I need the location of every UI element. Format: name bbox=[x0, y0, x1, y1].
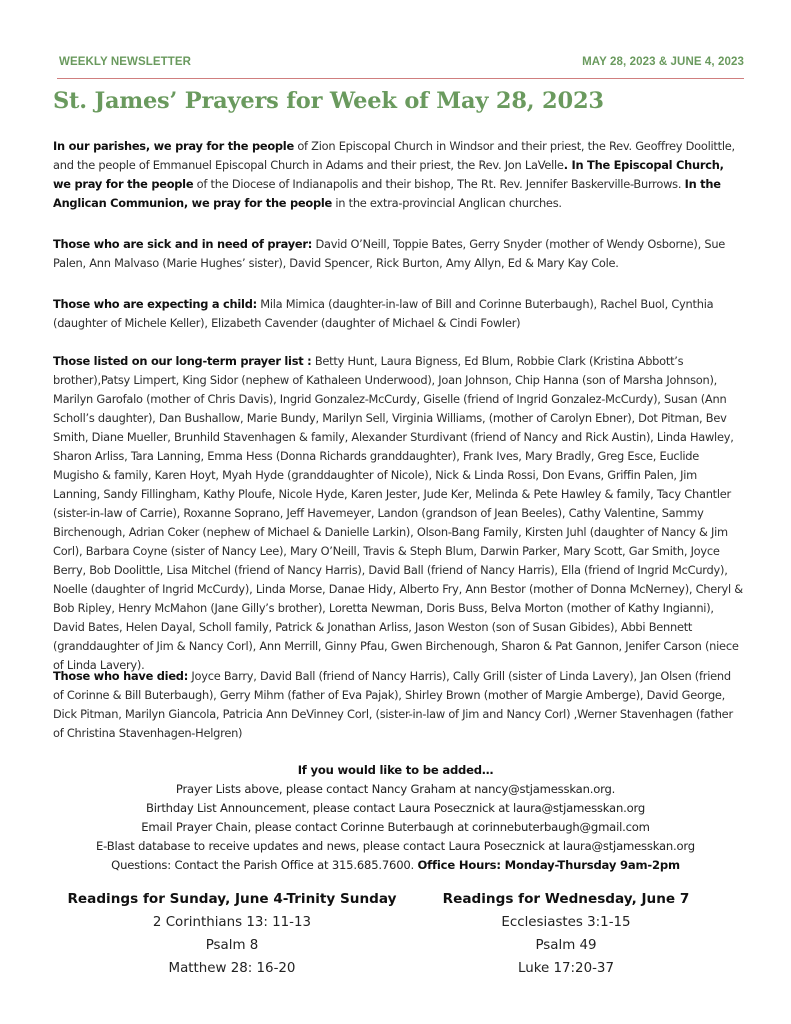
died-list: Joyce Barry, David Ball (friend of Nancy Harris), Cally Grill (sister of Linda Lavery), Jan Olsen (friend of Corinne & Bill Buterbaugh), Gerry Mihm (father of Eva Pajak), Shirley Brown (mother of Margie Amberge), David George, Dick Pitman, Marilyn Giancola, Patricia Ann DeVinney Corl, (sister-in-law of Jim and Nancy Corl) ,Werner Stavenhagen (father of Christina Stavenhagen-Helgren) bbox=[53, 669, 733, 740]
sick-label: Those who are sick and in need of prayer: bbox=[53, 237, 313, 251]
sick-list: David O’Neill, Toppie Bates, Gerry Snyder (mother of Wendy Osborne), Sue Palen, Ann Malvaso (Marie Hughes’ sister), David Spencer, Rick Burton, Amy Allyn, Ed & Mary Kay Cole. bbox=[53, 237, 726, 270]
contact-line-eblast: E-Blast database to receive updates and news, please contact Laura Posecznick at laura@stjamesskan.org bbox=[96, 839, 695, 853]
readings-wednesday bbox=[432, 888, 700, 980]
expecting-label: Those who are expecting a child: bbox=[53, 297, 257, 311]
readings-wednesday-title: Readings for Wednesday, June 7 bbox=[442, 891, 690, 907]
contact-line-questions bbox=[0, 856, 791, 875]
readings-sunday-title: Readings for Sunday, June 4-Trinity Sunday bbox=[67, 891, 397, 907]
expecting-list: Mila Mimica (daughter-in-law of Bill and Corinne Buterbaugh), Rachel Buol, Cynthia (daughter of Michele Keller), Elizabeth Cavender (daughter of Michael & Cindi Fowler) bbox=[53, 297, 714, 330]
contact-section bbox=[0, 761, 791, 875]
contact-line-prayer: Prayer Lists above, please contact Nancy Graham at nancy@stjamesskan.org. bbox=[175, 782, 616, 796]
reading-item: Luke 17:20-37 bbox=[518, 961, 614, 976]
sick-paragraph bbox=[53, 235, 743, 273]
expecting-paragraph bbox=[53, 295, 743, 333]
newsletter-label: WEEKLY NEWSLETTER bbox=[59, 56, 192, 68]
longterm-label: Those listed on our long-term prayer list : bbox=[53, 354, 312, 368]
office-hours: Office Hours: Monday-Thursday 9am-2pm bbox=[417, 858, 680, 872]
contact-line-birthday: Birthday List Announcement, please contact Laura Posecznick at laura@stjamesskan.org bbox=[145, 801, 646, 815]
reading-item: Matthew 28: 16-20 bbox=[168, 961, 296, 976]
reading-item: 2 Corinthians 13: 11-13 bbox=[152, 915, 312, 930]
died-paragraph bbox=[53, 667, 743, 743]
parishes-text-2: of the Diocese of Indianapolis and their bishop, The Rt. Rev. Jennifer Baskerville-Burrows. bbox=[193, 177, 685, 191]
longterm-list: Betty Hunt, Laura Bigness, Ed Blum, Robbie Clark (Kristina Abbott’s brother),Patsy Limpert, King Sidor (nephew of Kathaleen Underwood), Joan Johnson, Chip Hanna (son of Marsha Johnson), Marilyn Garofalo (mother of Chris Davis), Ingrid Gonzalez-McCurdy, Giselle (friend of Ingrid Gonzalez-McCurdy), Susan (Ann Scholl’s daughter), Dan Bushallow, Marie Bundy, Marilyn Sell, Virginia Williams, (mother of Carolyn Ebner), Dot Pitman, Bev Smith, Diane Mueller, Brunhild Stavenhagen & family, Alexander Sturdivant (friend of Nancy and Rick Austin), Linda Hawley, Sharon Arliss, Tara Lanning, Emma Hess (Donna Richards granddaughter), Frank Ives, Mary Bradly, Greg Esce, Euclide Mugisho & family, Karen Hoyt, Myah Hyde (granddaughter of Nicole), Nick & Linda Rossi, Don Evans, Griffin Palen, Jim Lanning, Sandy Fillingham, Kathy Ploufe, Nicole Hyde, Karen Jester, Jude Ker, Melinda & Pete Hawley & family, Tacy Chantler (sister-in-law of Carrie), Roxanne Soprano, Jeff Havemeyer, Landon (grandson of Jean Beeles), Cathy Valentine, Sammy Birchenough, Adrian Coker (nephew of Michael & Danielle Larkin), Olson-Bang Family, Kirsten Juhl (daughter of Nancy & Jim Corl), Barbara Coyne (sister of Nancy Lee), Mary O’Neill, Travis & Steph Blum, Darwin Parker, Mary Scott, Gar Smith, Joyce Berry, Bob Doolittle, Lisa Mitchel (friend of Nancy Harris), David Ball (friend of Nancy Harris), Ella (friend of Ingrid McCurdy), Noelle (daughter of Ingrid McCurdy), Linda Morse, Danae Hidy, Alberto Fry, Ann Bestor (mother of Donna McNerney), Cheryl & Bob Ripley, Henry McMahon (Jane Gilly’s brother), Loretta Newman, Doris Buss, Belva Morton (mother of Kathy Ingianni), David Bates, Helen Dayal, Scholl family, Patrick & Jonathan Arliss, Jason Weston (son of Susan Gibides), Abbi Bennett (granddaughter of Jim & Nancy Corl), Ann Merrill, Ginny Pfau, Gwen Birchenough, Sharon & Pat Gannon, Jenifer Carson (niece of Linda Lavery). bbox=[53, 354, 743, 672]
longterm-paragraph bbox=[53, 352, 743, 675]
died-label: Those who have died: bbox=[53, 669, 189, 683]
newsletter-header bbox=[57, 56, 744, 79]
parishes-label-3: In the Anglican Communion, we pray for the people bbox=[53, 177, 721, 210]
reading-item: Ecclesiastes 3:1-15 bbox=[501, 915, 631, 930]
page-title: St. James’ Prayers for Week of May 28, 2023 bbox=[53, 88, 604, 114]
parishes-text-1: of Zion Episcopal Church in Windsor and their priest, the Rev. Geoffrey Doolittle, and the people of Emmanuel Episcopal Church in Adams and their priest, the Rev. Jon LaVelle bbox=[53, 139, 735, 172]
questions-text: Questions: Contact the Parish Office at 315.685.7600. bbox=[111, 858, 418, 872]
newsletter-date: MAY 28, 2023 & JUNE 4, 2023 bbox=[582, 56, 744, 68]
contact-heading: If you would like to be added… bbox=[297, 763, 494, 777]
reading-item: Psalm 49 bbox=[535, 938, 597, 953]
parishes-text-3: in the extra-provincial Anglican churches. bbox=[331, 196, 562, 210]
parishes-label-1: In our parishes, we pray for the people bbox=[53, 139, 294, 153]
parishes-label-2: . In The Episcopal Church, we pray for the people bbox=[53, 158, 724, 191]
readings-sunday bbox=[60, 888, 404, 980]
reading-item: Psalm 8 bbox=[205, 938, 259, 953]
contact-line-email-chain: Email Prayer Chain, please contact Corinne Buterbaugh at corinnebuterbaugh@gmail.com bbox=[141, 820, 650, 834]
parishes-paragraph bbox=[53, 137, 743, 213]
